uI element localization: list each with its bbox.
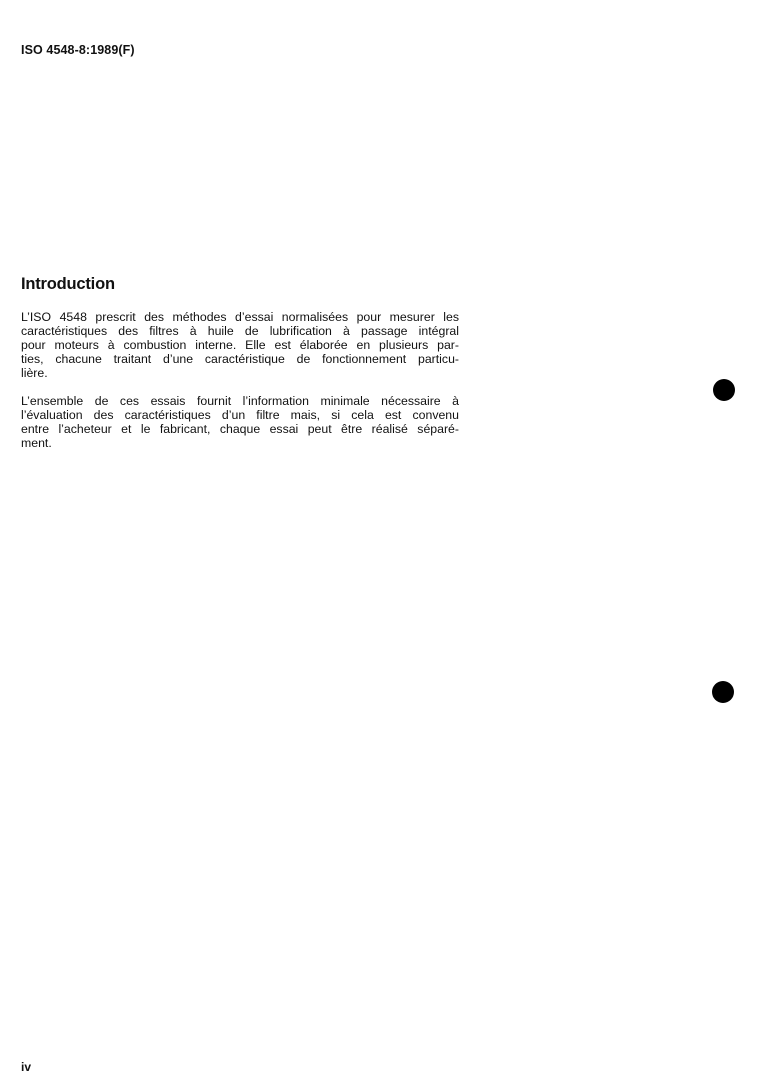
paragraph-line: entre l’acheteur et le fabricant, chaque essai peut être réalisé séparé- <box>21 422 459 436</box>
paragraph-1 <box>21 310 459 380</box>
punch-hole-bottom <box>712 681 734 703</box>
page-number: iv <box>21 1060 32 1074</box>
header-reference: ISO 4548-8:1989(F) <box>21 43 135 57</box>
paragraph-line: lière. <box>21 366 48 380</box>
paragraph-line: L’ISO 4548 prescrit des méthodes d’essai normalisées pour mesurer les <box>21 310 459 324</box>
paragraph-line: l’évaluation des caractéristiques d’un filtre mais, si cela est convenu <box>21 408 459 422</box>
paragraph-line: L’ensemble de ces essais fournit l’information minimale nécessaire à <box>21 394 459 408</box>
punch-hole-top <box>713 379 735 401</box>
paragraph-2 <box>21 394 459 450</box>
paragraph-line: ment. <box>21 436 52 450</box>
paragraph-line: caractéristiques des filtres à huile de lubrification à passage intégral <box>21 324 459 338</box>
paragraph-line: ties, chacune traitant d’une caractéristique de fonctionnement particu- <box>21 352 459 366</box>
paragraph-line: pour moteurs à combustion interne. Elle est élaborée en plusieurs par- <box>21 338 459 352</box>
section-title: Introduction <box>21 275 115 293</box>
